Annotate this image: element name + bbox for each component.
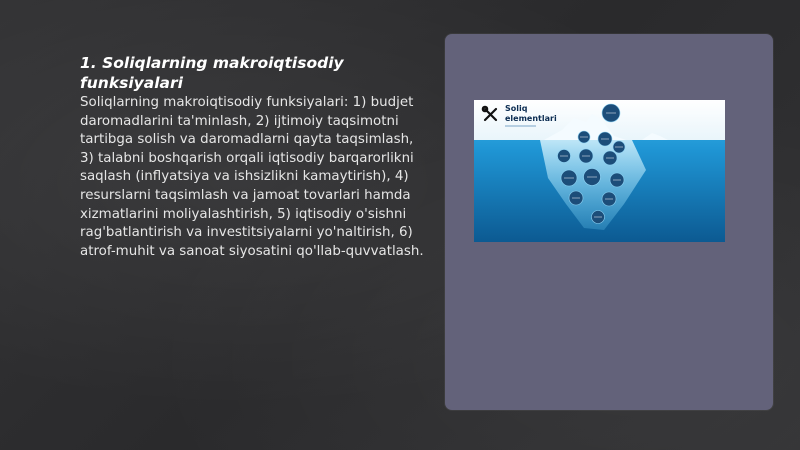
iceberg-illustration [474,100,725,242]
iceberg-thumbnail [474,100,725,242]
thumbnail-heading-line1: Soliq [505,104,528,113]
image-panel [445,34,773,410]
thumbnail-heading-line2: elementlari [505,114,557,123]
slide-body-text: Soliqlarning makroiqtisodiy funksiyalari: 1) budjet daromadlarini ta'minlash, 2) ijtimoiy taqsimotni tartibga solish va daromadlarni qayta taqsimlash, 3) talabni boshqarish orqali iqtisodiy barqarorlikni saqlash (inflyatsiya va ishsizlikni kamaytirish), 4) resurslarni taqsimlash va jamoat tovarlari hamda xizmatlarini moliyalashtirish, 5) iqtisodiy o'sishni rag'batlantirish va investitsiyalarni yo'naltirish, 6) atrof-muhit va sanoat siyosatini qo'llab-quvvatlash. [80,95,424,259]
slide-title: 1. Soliqlarning makroiqtisodiy funksiyalari [80,54,344,92]
